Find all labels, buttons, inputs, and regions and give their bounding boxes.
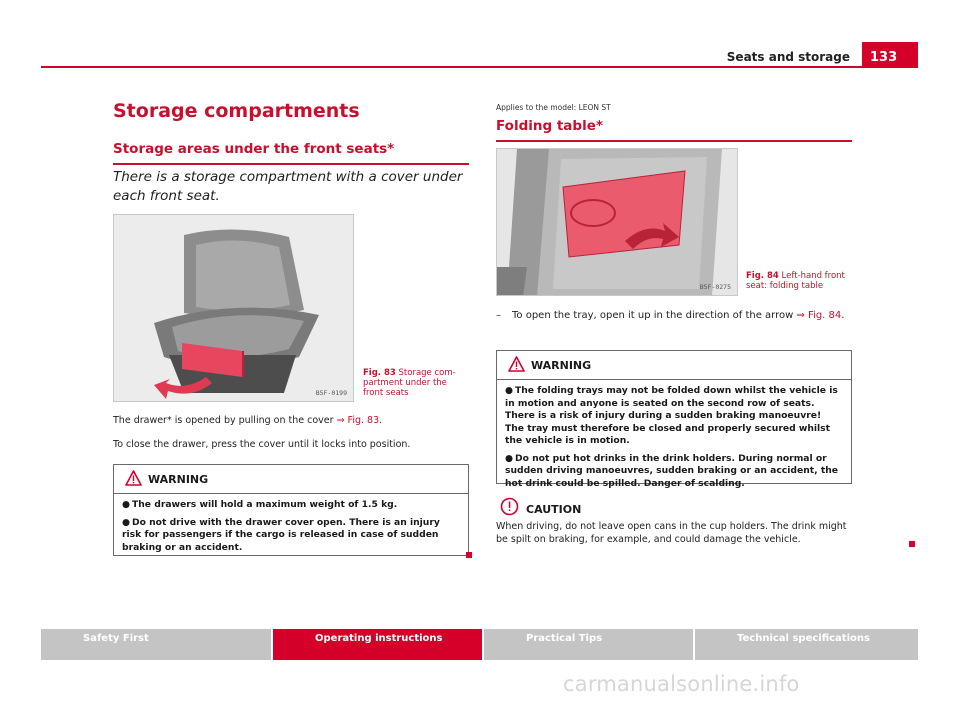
end-of-section-icon [466,552,472,558]
watermark: carmanualsonline.info [563,672,800,696]
figure-caption-text: Left-hand front seat: folding table [746,271,845,291]
warning-header [497,351,851,380]
running-title: Seats and storage [726,50,850,64]
instruction-step: – To open the tray, open it up in the direction of the arrow ⇒ Fig. 84. [496,310,845,321]
folding-table-illustration [497,149,738,296]
subsection-title-under-seat: Storage areas under the front seats* [113,141,469,165]
tab-operating-instructions[interactable]: Operating instructions [273,629,482,660]
applies-to-model: Applies to the model: LEON ST [496,103,611,112]
figure-label: Fig. 83 [363,368,396,378]
figure-83-link[interactable]: ⇒ Fig. 83 [336,415,380,426]
figure-84-folding-table [496,148,738,296]
warning-body [497,380,851,490]
figure-83-caption [363,368,468,398]
warning-item: ● The drawers will hold a maximum weight of 1.5 kg. [122,499,398,510]
drawer-open-paragraph: The drawer* is opened by pulling on the cover ⇒ Fig. 83. [113,415,383,426]
warning-item: ● Do not drive with the drawer cover open. There is an injury risk for passengers if the cargo is released in case of sudden braking or an accident. [122,516,440,553]
step-dash: – [496,310,501,321]
caution-title: CAUTION [526,503,582,516]
figure-83-seat-drawer [113,214,354,402]
warning-body [114,494,468,554]
caution-circle-icon [500,497,519,516]
footer-tabs [41,629,918,660]
warning-title: WARNING [148,473,209,486]
tab-technical-specifications[interactable]: Technical specifications [695,629,918,660]
warning-item: ● Do not put hot drinks in the drink holders. During normal or sudden driving manoeuvres, sudden braking or an accident, the hot drink could be spilled. Danger of scalding. [505,452,838,489]
warning-box-folding-trays [496,350,852,489]
intro-text: There is a storage compartment with a cover under each front seat. [113,169,463,204]
header-rule [41,66,918,68]
page-number: 133 [862,42,918,68]
section-title: Storage compartments [113,100,360,122]
seat-drawer-illustration [114,215,354,402]
figure-label: Fig. 84 [746,271,779,281]
end-of-section-icon [909,541,915,547]
warning-box-drawers [113,464,469,556]
figure-code: B5F-0199 [315,389,347,397]
warning-triangle-icon [125,470,142,486]
subsection-title-folding-table: Folding table* [496,118,852,142]
figure-caption-text: Storage compartment under the front seats [363,368,456,398]
figure-code: B5F-0275 [699,283,731,291]
tab-safety-first[interactable]: Safety First [41,629,271,660]
warning-item: ● The folding trays may not be folded down whilst the vehicle is in motion and anyone is seated on the second row of seats. There is a risk of injury during a sudden braking manoeuvre! The tray must therefore be closed and properly secured whilst the vehicle is in motion. [505,385,838,446]
warning-header [114,465,468,494]
tab-practical-tips[interactable]: Practical Tips [484,629,693,660]
figure-84-caption [746,271,854,291]
drawer-close-paragraph: To close the drawer, press the cover until it locks into position. [113,439,411,450]
figure-84-link[interactable]: ⇒ Fig. 84 [796,310,842,321]
warning-triangle-icon [508,356,525,372]
warning-title: WARNING [531,359,592,372]
caution-text: When driving, do not leave open cans in the cup holders. The drink might be spilt on braking, for example, and could damage the vehicle. [496,521,847,545]
